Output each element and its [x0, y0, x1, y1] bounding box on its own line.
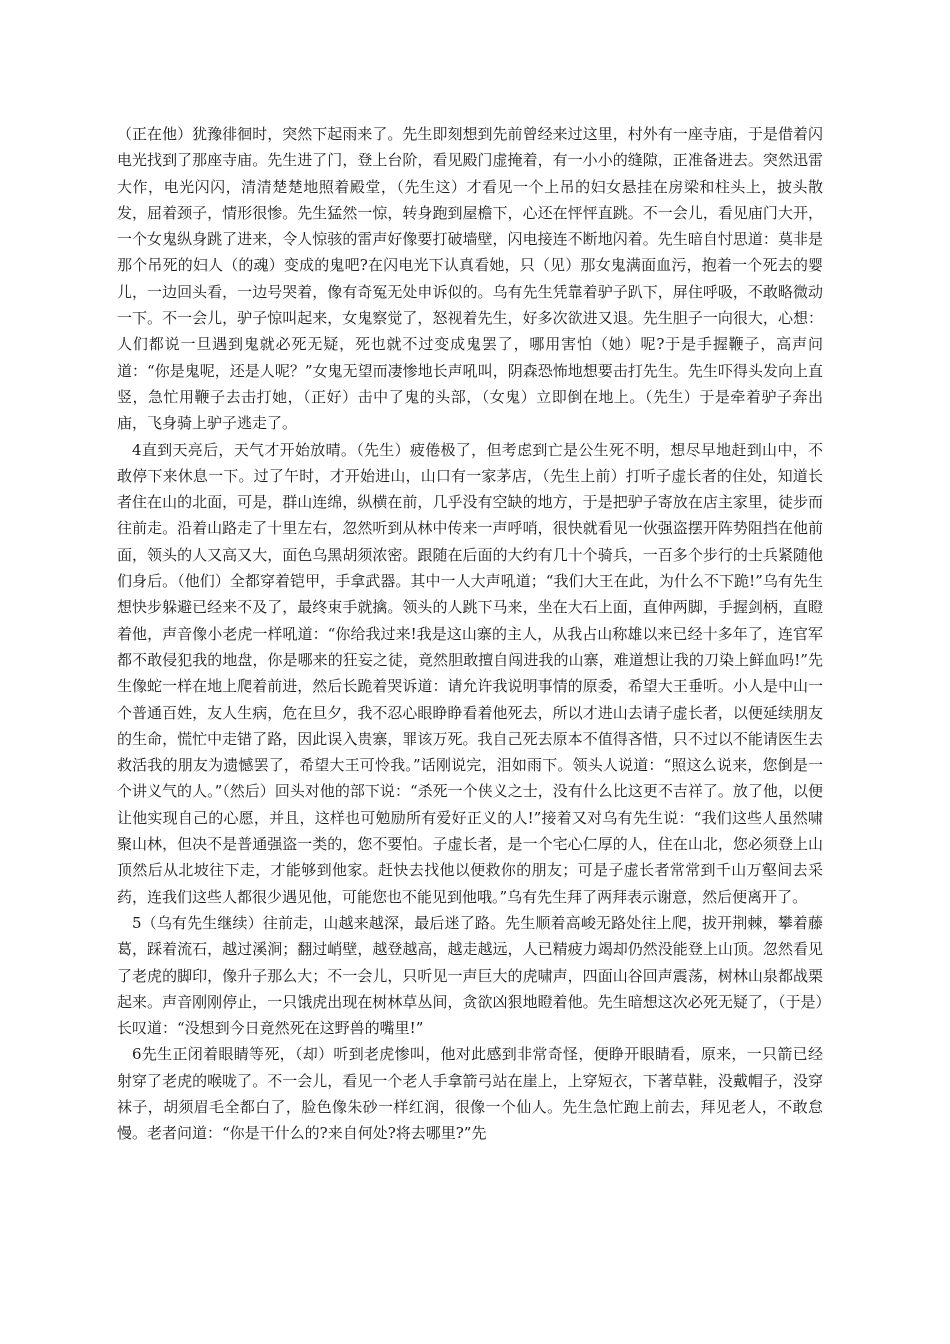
- document-body: [117, 121, 823, 1147]
- paragraph-5: 5（乌有先生继续）往前走，山越来越深，最后迷了路。先生顺着高峻无路处往上爬，拔开荆棘，攀着藤葛，踩着流石，越过溪涧；翻过峭壁，越登越高，越走越远，人已精疲力竭却仍然没能登上山顶。忽然看见了老虎的脚印，像升子那么大；不一会儿，只听见一声巨大的虎啸声，四面山谷回声震荡，树林山泉都战栗起来。声音刚刚停止，一只饿虎出现在树林草丛间，贪欲凶狠地瞪着他。先生暗想这次必死无疑了，（于是）长叹道：“没想到今日竟然死在这野兽的嘴里!”: [117, 913, 823, 1038]
- paragraph-4: 4直到天亮后，天气才开始放晴。（先生）疲倦极了，但考虑到亡是公生死不明，想尽早地赶到山中，不敢停下来休息一下。过了午时，才开始进山，山口有一家茅店，（先生上前）打听子虚长者的住处，知道长者住在山的北面，可是，群山连绵，纵横在前，几乎没有空缺的地方，于是把驴子寄放在店主家里，徒步而往前走。沿着山路走了十里左右，忽然听到从林中传来一声呼哨，很快就看见一伙强盗摆开阵势阻挡在他前面，领头的人又高又大，面色乌黑胡须浓密。跟随在后面的大约有几十个骑兵，一百多个步行的士兵紧随他们身后。（他们）全都穿着铠甲，手拿武器。其中一人大声吼道；“我们大王在此，为什么不下跪!”乌有先生想快步躲避已经来不及了，最终束手就擒。领头的人跳下马来，坐在大石上面，直伸两脚，手握剑柄，直瞪着他，声音像小老虎一样吼道：“你给我过来!我是这山寨的主人，从我占山称雄以来已经十多年了，连官军都不敢侵犯我的地盘，你是哪来的狂妄之徒，竟然胆敢擅自闯进我的山寨，难道想让我的刀染上鲜血吗!”先生像蛇一样在地上爬着前进，然后长跪着哭诉道：请允许我说明事情的原委，希望大王垂听。小人是中山一个普通百姓，友人生病，危在旦夕，我不忍心眼睁睁看着他死去，所以才进山去请子虚长者，以便延续朋友的生命，慌忙中走错了路，因此误入贵寨，罪该万死。我自己死去原本不值得吝惜，只不过以不能请医生去救活我的朋友为遗憾罢了，希望大王可怜我。”话刚说完，泪如雨下。领头人说道：“照这么说来，您倒是一个讲义气的人。”（然后）回头对他的部下说：“杀死一个侠义之士，没有什么比这更不吉祥了。放了他，以便让他实现自己的心愿，并且，这样也可勉励所有爱好正义的人!”接着又对乌有先生说：“我们这些人虽然啸聚山林，但决不是普通强盗一类的，您不要怕。子虚长者，是一个宅心仁厚的人，住在山北，您必须登上山顶然后从北坡往下走，才能够到他家。赶快去找他以便救你的朋友；可是子虚长者常常到千山万壑间去采药，连我们这些人都很少遇见他，可能您也不能见到他哦。”乌有先生拜了两拜表示谢意，然后便离开了。: [117, 440, 823, 906]
- paragraph-6: 6先生正闭着眼睛等死，（却）听到老虎惨叫，他对此感到非常奇怪，便睁开眼睛看，原来，一只箭已经射穿了老虎的喉咙了。不一会儿，看见一个老人手拿箭弓站在崖上，上穿短衣，下著草鞋，没戴帽子，没穿袜子，胡须眉毛全都白了，脸色像朱砂一样红润，很像一个仙人。先生急忙跑上前去，拜见老人，不敢怠慢。老者问道：“你是干什么的?来自何处?将去哪里?”先: [117, 1045, 823, 1143]
- paragraph-3: （正在他）犹豫徘徊时，突然下起雨来了。先生即刻想到先前曾经来过这里，村外有一座寺庙，于是借着闪电光找到了那座寺庙。先生进了门，登上台阶，看见殿门虚掩着，有一小小的缝隙，正准备进去。突然迅雷大作，电光闪闪，清清楚楚地照着殿堂，（先生这）才看见一个上吊的妇女悬挂在房梁和柱头上，披头散发，屈着颈子，情形很惨。先生猛然一惊，转身跑到屋檐下，心还在怦怦直跳。不一会儿，看见庙门大开，一个女鬼纵身跳了进来，令人惊骇的雷声好像要打破墙壁，闪电接连不断地闪着。先生暗自忖思道：莫非是那个吊死的妇人（的魂）变成的鬼吧?在闪电光下认真看她，只（见）那女鬼满面血污，抱着一个死去的婴儿，一边回头看，一边号哭着，像有奇冤无处申诉似的。乌有先生凭靠着驴子趴下，屏住呼吸，不敢略微动一下。不一会儿，驴子惊叫起来，女鬼察觉了，怒视着先生，好多次欲进又退。先生胆子一向很大，心想：人们都说一旦遇到鬼就必死无疑，死也就不过变成鬼罢了，哪用害怕（她）呢?于是手握鞭子，高声问道：“你是鬼呢，还是人呢？”女鬼无望而凄惨地长声吼叫，阴森恐怖地想要击打先生。先生吓得头发向上直竖，急忙用鞭子去击打她，（正好）击中了鬼的头部，（女鬼）立即倒在地上。（先生）于是牵着驴子奔出庙，飞身骑上驴子逃走了。: [117, 125, 823, 433]
